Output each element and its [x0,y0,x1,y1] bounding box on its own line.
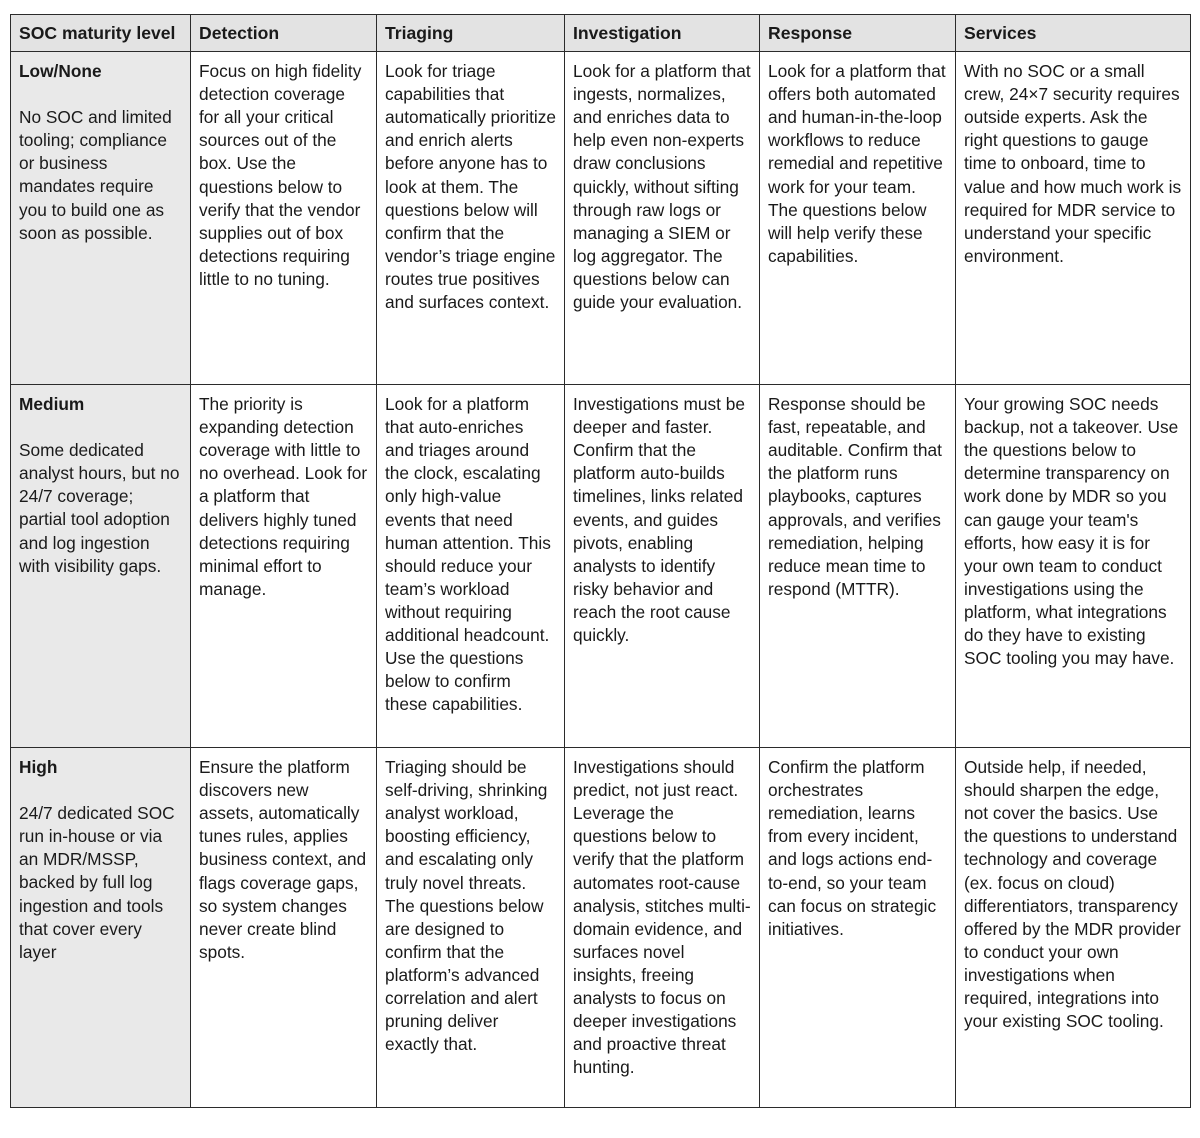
header-triaging: Triaging [377,15,565,52]
header-services: Services [956,15,1191,52]
services-cell: Outside help, if needed, should sharpen the edge, not cover the basics. Use the questions to understand technology and coverage (ex. focus on cloud) differentiators, transparency offered by the MDR provider to conduct your own investigations when required, integrations into your existing SOC tooling. [956,748,1191,1108]
level-description: No SOC and limited tooling; compliance or business mandates require you to build one as soon as possible. [19,107,172,243]
header-investigation: Investigation [565,15,760,52]
level-description: Some dedicated analyst hours, but no 24/7 coverage; partial tool adoption and log ingestion with visibility gaps. [19,440,180,576]
investigation-cell: Investigations should predict, not just react. Leverage the questions below to verify that the platform automates root-cause analysis, stitches multi-domain evidence, and surfaces novel insights, freeing analysts to focus on deeper investigations and proactive threat hunting. [565,748,760,1108]
header-response: Response [760,15,956,52]
maturity-table-wrapper [10,14,1190,1108]
level-description: 24/7 dedicated SOC run in-house or via an MDR/MSSP, backed by full log ingestion and tools that cover every layer [19,803,175,962]
response-cell: Confirm the platform orchestrates remediation, learns from every incident, and logs actions end-to-end, so your team can focus on strategic initiatives. [760,748,956,1108]
table-header [11,15,1191,52]
detection-cell: The priority is expanding detection coverage with little to no overhead. Look for a platform that delivers highly tuned detections requiring minimal effort to manage. [191,385,377,748]
services-cell: With no SOC or a small crew, 24×7 security requires outside experts. Ask the right questions to gauge time to onboard, time to value and how much work is required for MDR service to understand your specific environment. [956,52,1191,385]
level-name: High [19,757,58,778]
level-cell [11,748,191,1108]
table-row-medium [11,385,1191,748]
header-soc-maturity-level: SOC maturity level [11,15,191,52]
response-cell: Response should be fast, repeatable, and auditable. Confirm that the platform runs playbooks, captures approvals, and verifies remediation, helping reduce mean time to respond (MTTR). [760,385,956,748]
header-row [11,15,1191,52]
level-name: Medium [19,394,85,415]
level-cell [11,52,191,385]
table-row-low [11,52,1191,385]
triaging-cell: Look for a platform that auto-enriches and triages around the clock, escalating only high-value events that need human attention. This should reduce your team’s workload without requiring additional headcount. Use the questions below to confirm these capabilities. [377,385,565,748]
soc-maturity-table [10,14,1191,1108]
investigation-cell: Look for a platform that ingests, normalizes, and enriches data to help even non-experts draw conclusions quickly, without sifting through raw logs or managing a SIEM or log aggregator. The questions below can guide your evaluation. [565,52,760,385]
response-cell: Look for a platform that offers both automated and human-in-the-loop workflows to reduce remedial and repetitive work for your team. The questions below will help verify these capabilities. [760,52,956,385]
table-body [11,52,1191,1108]
level-cell [11,385,191,748]
triaging-cell: Look for triage capabilities that automatically prioritize and enrich alerts before anyone has to look at them. The questions below will confirm that the vendor’s triage engine routes true positives and surfaces context. [377,52,565,385]
level-name: Low/None [19,61,102,82]
detection-cell: Focus on high fidelity detection coverage for all your critical sources out of the box. Use the questions below to verify that the vendor supplies out of box detections requiring little to no tuning. [191,52,377,385]
triaging-cell: Triaging should be self-driving, shrinking analyst workload, boosting efficiency, and escalating only truly novel threats. The questions below are designed to confirm that the platform’s advanced correlation and alert pruning deliver exactly that. [377,748,565,1108]
header-detection: Detection [191,15,377,52]
services-cell: Your growing SOC needs backup, not a takeover. Use the questions below to determine transparency on work done by MDR so you can gauge your team's efforts, how easy it is for your own team to conduct investigations using the platform, what integrations do they have to existing SOC tooling you may have. [956,385,1191,748]
detection-cell: Ensure the platform discovers new assets, automatically tunes rules, applies business context, and flags coverage gaps, so system changes never create blind spots. [191,748,377,1108]
investigation-cell: Investigations must be deeper and faster. Confirm that the platform auto-builds timelines, links related events, and guides pivots, enabling analysts to identify risky behavior and reach the root cause quickly. [565,385,760,748]
table-row-high [11,748,1191,1108]
